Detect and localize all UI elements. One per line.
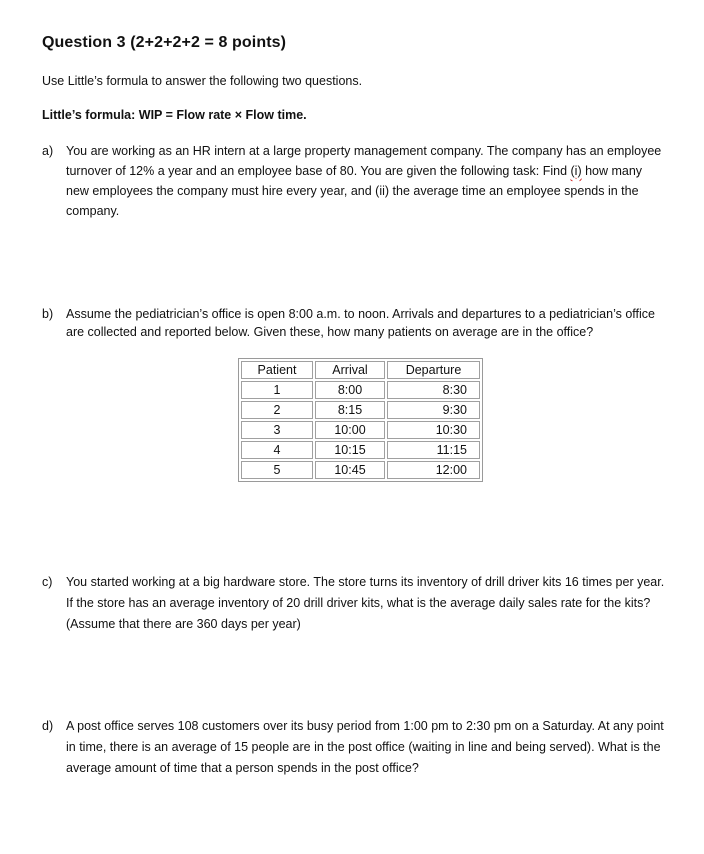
table-row bbox=[241, 441, 480, 459]
question-b-letter: b) bbox=[42, 307, 54, 321]
question-a-text-part1: You are working as an HR intern at a large property management company. The company has an employee turnover of 12% a year and an employee base of 80. You are given the following task: Find bbox=[66, 144, 662, 178]
cell-patient: 3 bbox=[241, 421, 313, 439]
question-b bbox=[42, 305, 668, 341]
cell-arrival: 10:00 bbox=[315, 421, 385, 439]
table-header-row bbox=[241, 361, 480, 379]
cell-arrival: 10:15 bbox=[315, 441, 385, 459]
question-c-letter: c) bbox=[42, 575, 53, 589]
table-row bbox=[241, 381, 480, 399]
question-b-text: Assume the pediatrician’s office is open 8:00 a.m. to noon. Arrivals and departures to a pediatrician’s office are collected and reported below. Given these, how many patients on average are in the office? bbox=[66, 307, 656, 339]
table-row bbox=[241, 421, 480, 439]
question-a-i-marker: (i) bbox=[570, 164, 582, 178]
cell-patient: 1 bbox=[241, 381, 313, 399]
question-a-letter: a) bbox=[42, 144, 54, 158]
cell-departure: 10:30 bbox=[387, 421, 480, 439]
question-c bbox=[42, 572, 668, 635]
table-row bbox=[241, 461, 480, 479]
cell-arrival: 8:15 bbox=[315, 401, 385, 419]
question-c-text: You started working at a big hardware store. The store turns its inventory of drill driver kits 16 times per year. If the store has an average inventory of 20 drill driver kits, what is the average daily sales rate for the kits? (Assume that there are 360 days per year) bbox=[66, 575, 665, 631]
patient-table bbox=[238, 358, 483, 482]
cell-patient: 5 bbox=[241, 461, 313, 479]
table-row bbox=[241, 401, 480, 419]
header-patient: Patient bbox=[241, 361, 313, 379]
cell-patient: 2 bbox=[241, 401, 313, 419]
header-departure: Departure bbox=[387, 361, 480, 379]
question-title: Question 3 (2+2+2+2 = 8 points) bbox=[42, 34, 287, 51]
patient-table-wrapper bbox=[238, 358, 483, 482]
cell-departure: 8:30 bbox=[387, 381, 480, 399]
cell-departure: 9:30 bbox=[387, 401, 480, 419]
question-d bbox=[42, 716, 668, 779]
cell-patient: 4 bbox=[241, 441, 313, 459]
intro-text: Use Little’s formula to answer the following two questions. bbox=[42, 74, 363, 88]
header-arrival: Arrival bbox=[315, 361, 385, 379]
question-a-text bbox=[66, 141, 668, 221]
formula-text: Little’s formula: WIP = Flow rate × Flow time. bbox=[42, 108, 307, 122]
question-d-text: A post office serves 108 customers over its busy period from 1:00 pm to 2:30 pm on a Saturday. At any point in time, there is an average of 15 people are in the post office (waiting in line and being served). What is the average amount of time that a person spends in the post office? bbox=[66, 719, 664, 775]
question-d-letter: d) bbox=[42, 719, 54, 733]
cell-departure: 11:15 bbox=[387, 441, 480, 459]
cell-departure: 12:00 bbox=[387, 461, 480, 479]
question-a bbox=[42, 141, 668, 221]
cell-arrival: 10:45 bbox=[315, 461, 385, 479]
question-a-text-part2: how many new employees the company must hire every year, and (ii) the average time an employee spends in the company. bbox=[66, 164, 643, 218]
cell-arrival: 8:00 bbox=[315, 381, 385, 399]
